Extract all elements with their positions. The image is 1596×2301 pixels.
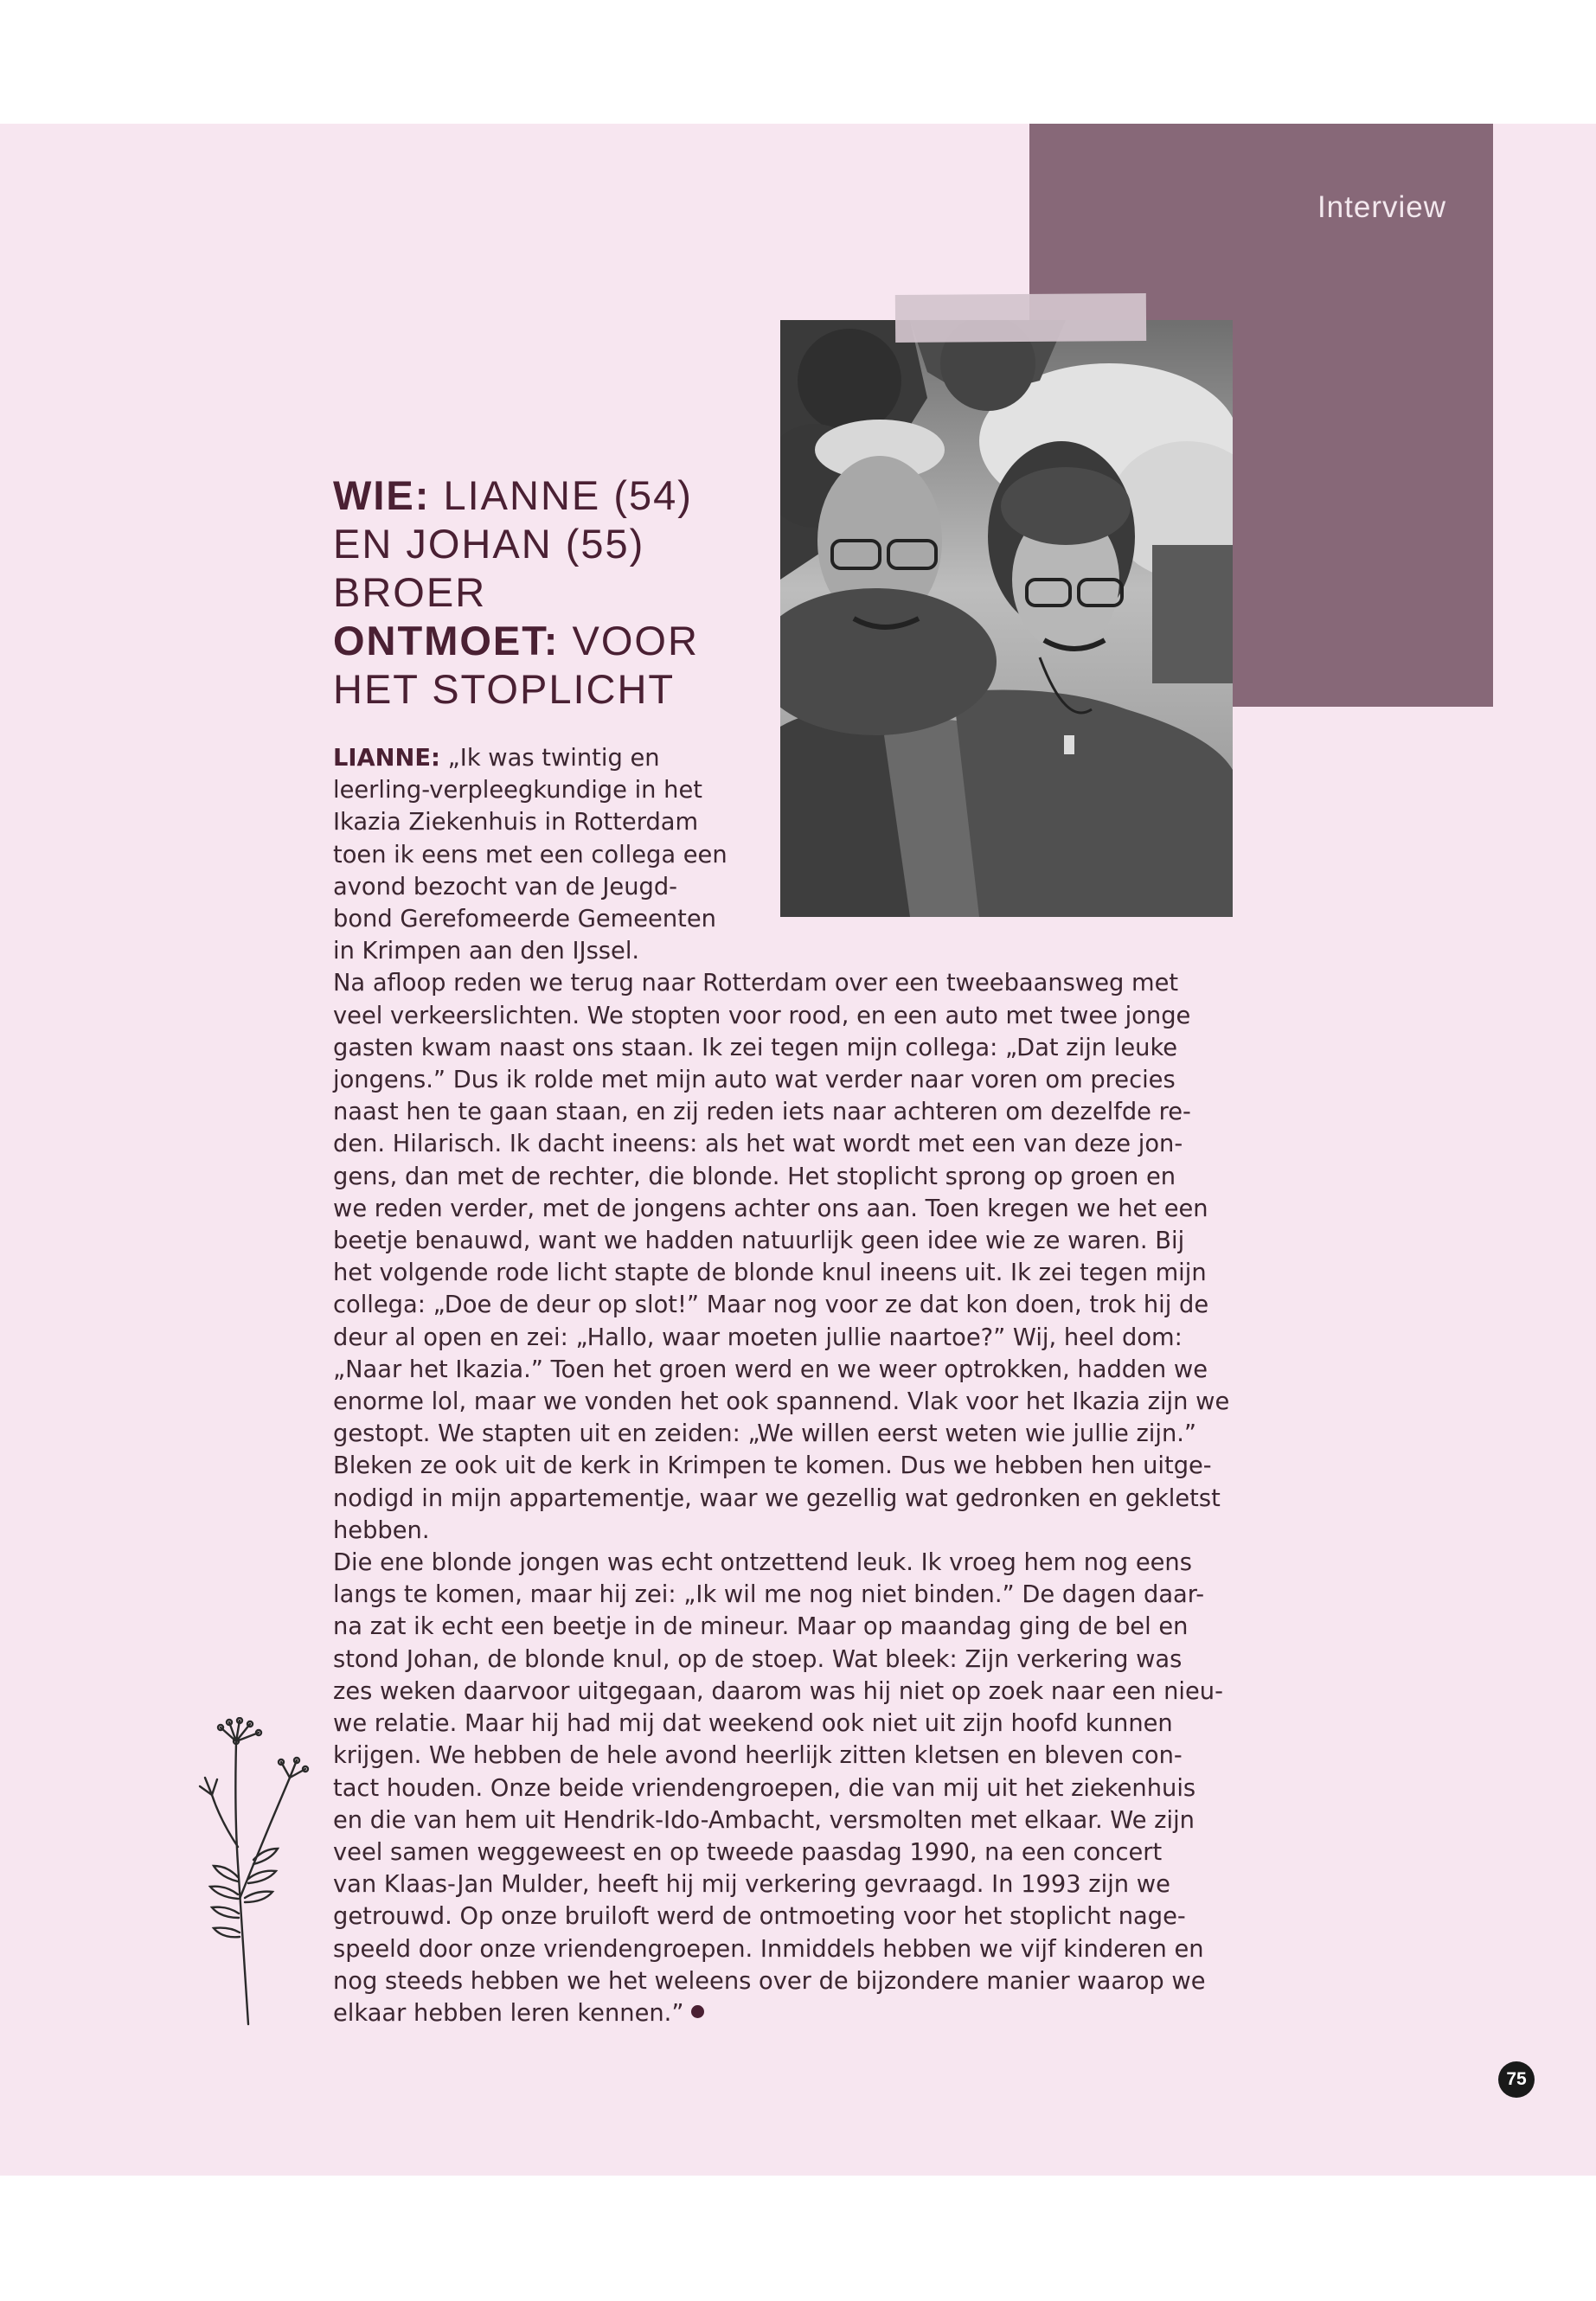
section-label: Interview <box>1317 190 1446 224</box>
body-line: krijgen. We hebben de hele avond heerlijk zitten kletsen en bleven con- <box>333 1742 1183 1770</box>
body-line: elkaar hebben leren kennen.” <box>333 1997 1285 2029</box>
body-line: „Naar het Ikazia.” Toen het groen werd en we weer optrokken, hadden we <box>333 1356 1208 1383</box>
photo-tape <box>895 293 1146 343</box>
speaker-label: LIANNE: <box>333 745 440 772</box>
body-line: nodigd in mijn appartementje, waar we gezellig wat gedronken en gekletst <box>333 1484 1221 1512</box>
who-line-2: EN JOHAN (55) <box>333 521 645 567</box>
body-line: hebben. <box>333 1516 430 1544</box>
body-line: den. Hilarisch. Ik dacht ineens: als het wat wordt met een van deze jon- <box>333 1131 1183 1158</box>
body-line: het volgende rode licht stapte de blonde knul ineens uit. Ik zei tegen mijn <box>333 1259 1207 1287</box>
body-line: we relatie. Maar hij had mij dat weekend ook niet uit zijn hoofd kunnen <box>333 1710 1173 1738</box>
met-label: ONTMOET: <box>333 618 560 663</box>
end-dot-icon <box>691 2005 704 2018</box>
body-line: langs te komen, maar hij zei: „Ik wil me nog niet binden.” De dagen daar- <box>333 1581 1205 1609</box>
who-line-1: LIANNE (54) <box>443 472 693 518</box>
body-line: veel verkeerslichten. We stopten voor rood, en een auto met twee jonge <box>333 1002 1191 1029</box>
body-line: avond bezocht van de Jeugd- <box>333 873 678 901</box>
body-line: Bleken ze ook uit de kerk in Krimpen te komen. Dus we hebben hen uitge- <box>333 1452 1212 1480</box>
body-line: getrouwd. Op onze bruiloft werd de ontmoeting voor het stoplicht nage- <box>333 1903 1186 1931</box>
headline <box>333 471 748 714</box>
body-line: en die van hem uit Hendrik-Ido-Ambacht, versmolten met elkaar. We zijn <box>333 1806 1195 1834</box>
body-line: leerling-verpleegkundige in het <box>333 777 702 804</box>
who-label: WIE: <box>333 472 431 518</box>
body-line: collega: „Doe de deur op slot!” Maar nog voor ze dat kon doen, trok hij de <box>333 1292 1209 1319</box>
met-line-2: HET STOPLICHT <box>333 666 676 712</box>
body-line: we reden verder, met de jongens achter ons aan. Toen kregen we het een <box>333 1195 1208 1222</box>
body-line: Ikazia Ziekenhuis in Rotterdam <box>333 809 699 836</box>
body-line: gens, dan met de rechter, die blonde. Het stoplicht sprong op groen en <box>333 1163 1176 1190</box>
body-line: speeld door onze vriendengroepen. Inmiddels hebben we vijf kinderen en <box>333 1935 1204 1963</box>
body-line: gestopt. We stapten uit en zeiden: „We willen eerst weten wie jullie zijn.” <box>333 1420 1197 1448</box>
body-line: deur al open en zei: „Hallo, waar moeten jullie naartoe?” Wij, heel dom: <box>333 1324 1183 1351</box>
body-line: tact houden. Onze beide vriendengroepen, die van mij uit het ziekenhuis <box>333 1774 1196 1802</box>
body-line: zes weken daarvoor uitgegaan, daarom was hij niet op zoek naar een nieu- <box>333 1677 1223 1705</box>
body-line: na zat ik echt een beetje in de mineur. Maar op maandag ging de bel en <box>333 1613 1189 1641</box>
body-line: toen ik eens met een collega een <box>333 841 727 868</box>
body-line: gasten kwam naast ons staan. Ik zei tegen mijn collega: „Dat zijn leuke <box>333 1034 1178 1061</box>
body-line: Die ene blonde jongen was echt ontzettend leuk. Ik vroeg hem nog eens <box>333 1549 1192 1577</box>
flower-illustration-icon <box>195 1717 316 2029</box>
body-line: LIANNE: „Ik was twintig en <box>333 745 660 772</box>
page-number: 75 <box>1498 2061 1535 2098</box>
body-line: enorme lol, maar we vonden het ook spannend. Vlak voor het Ikazia zijn we <box>333 1388 1230 1416</box>
article-body <box>333 742 1285 2029</box>
body-line: jongens.” Dus ik rolde met mijn auto wat verder naar voren om precies <box>333 1067 1176 1094</box>
who-line-3: BROER <box>333 569 487 615</box>
body-line: naast hen te gaan staan, en zij reden iets naar achteren om dezelfde re- <box>333 1099 1191 1126</box>
body-line: bond Gerefomeerde Gemeenten <box>333 906 716 933</box>
met-line-1: VOOR <box>572 618 699 663</box>
body-line: van Klaas-Jan Mulder, heeft hij mij verkering gevraagd. In 1993 zijn we <box>333 1871 1170 1899</box>
body-line: beetje benauwd, want we hadden natuurlijk geen idee wie ze waren. Bij <box>333 1227 1185 1255</box>
body-line: stond Johan, de blonde knul, op de stoep. Wat bleek: Zijn verkering was <box>333 1645 1183 1673</box>
body-line: Na afloop reden we terug naar Rotterdam over een tweebaansweg met <box>333 970 1179 997</box>
body-line: nog steeds hebben we het weleens over de bijzondere manier waarop we <box>333 1967 1206 1995</box>
body-line: veel samen weggeweest en op tweede paasdag 1990, na een concert <box>333 1838 1163 1866</box>
body-line: in Krimpen aan den IJssel. <box>333 938 640 965</box>
